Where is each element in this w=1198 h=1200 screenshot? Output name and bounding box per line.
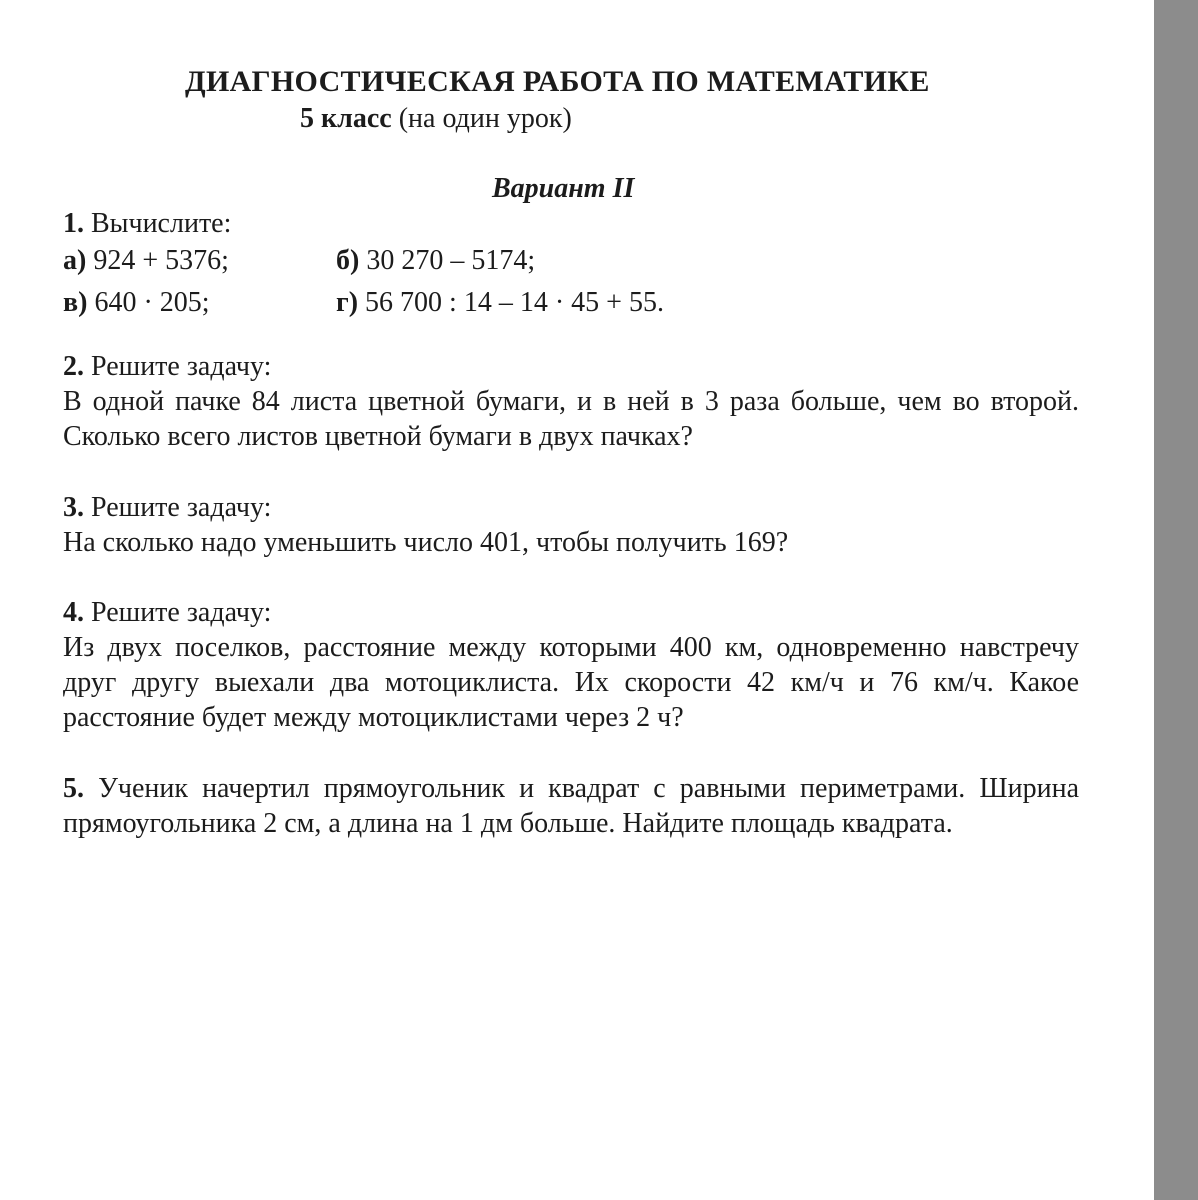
calc-item-c-expr: 640 · 205; [94,287,210,318]
task-1-heading: Вычислите: [91,208,232,239]
task-5-number: 5. [63,773,84,804]
task-4-text: Из двух поселков, расстояние между которыми 400 км, одновременно навстречу друг другу выехали два мотоциклиста. Их скорости 42 км/ч и 76 км/ч. Какое расстояние будет между мотоциклистами через 2 ч? [63,632,1079,733]
document-title: ДИАГНОСТИЧЕСКАЯ РАБОТА ПО МАТЕМАТИКЕ [185,65,930,98]
calc-row-1 [63,243,1079,285]
calc-item-c-label: в) [63,287,88,318]
task-3-text: На сколько надо уменьшить число 401, чтобы получить 169? [63,527,789,558]
task-4-number: 4. [63,597,84,628]
calc-item-a-expr: 924 + 5376; [93,245,229,276]
task-4-heading: Решите задачу: [91,597,272,628]
calc-item-c [63,285,210,320]
task-3-header [63,490,1079,525]
task-5-text: Ученик начертил прямоугольник и квадрат с равными периметрами. Ширина прямоугольника 2 см, а длина на 1 дм больше. Найдите площадь квадрата. [63,773,1079,839]
lesson-note: (на один урок) [398,103,572,134]
page-edge-strip [1154,0,1198,1200]
task-4 [63,595,1079,735]
task-4-header [63,595,1079,630]
calc-item-d-expr: 56 700 : 14 – 14 · 45 + 55. [365,287,664,318]
task-1 [63,206,1079,327]
grade-label: 5 класс [300,103,392,134]
task-3-heading: Решите задачу: [91,492,272,523]
task-2-heading: Решите задачу: [91,351,272,382]
task-3-number: 3. [63,492,84,523]
calc-item-a-label: а) [63,245,87,276]
task-2-header [63,349,1079,384]
calc-row-2 [63,285,1079,327]
calc-item-b-label: б) [336,245,360,276]
document-subtitle [300,103,572,135]
variant-heading: Вариант II [492,173,635,204]
calc-item-d-label: г) [336,287,359,318]
task-5 [63,771,1079,841]
task-1-header [63,206,1079,243]
calc-item-b-expr: 30 270 – 5174; [366,245,536,276]
task-1-number: 1. [63,208,84,239]
task-2 [63,349,1079,454]
task-3 [63,490,1079,560]
calc-item-d [336,285,664,320]
calc-item-a [63,243,229,278]
calc-item-b [336,243,535,278]
task-2-text: В одной пачке 84 листа цветной бумаги, и в ней в 3 раза больше, чем во второй. Сколько всего листов цветной бумаги в двух пачках? [63,386,1079,452]
task-2-number: 2. [63,351,84,382]
